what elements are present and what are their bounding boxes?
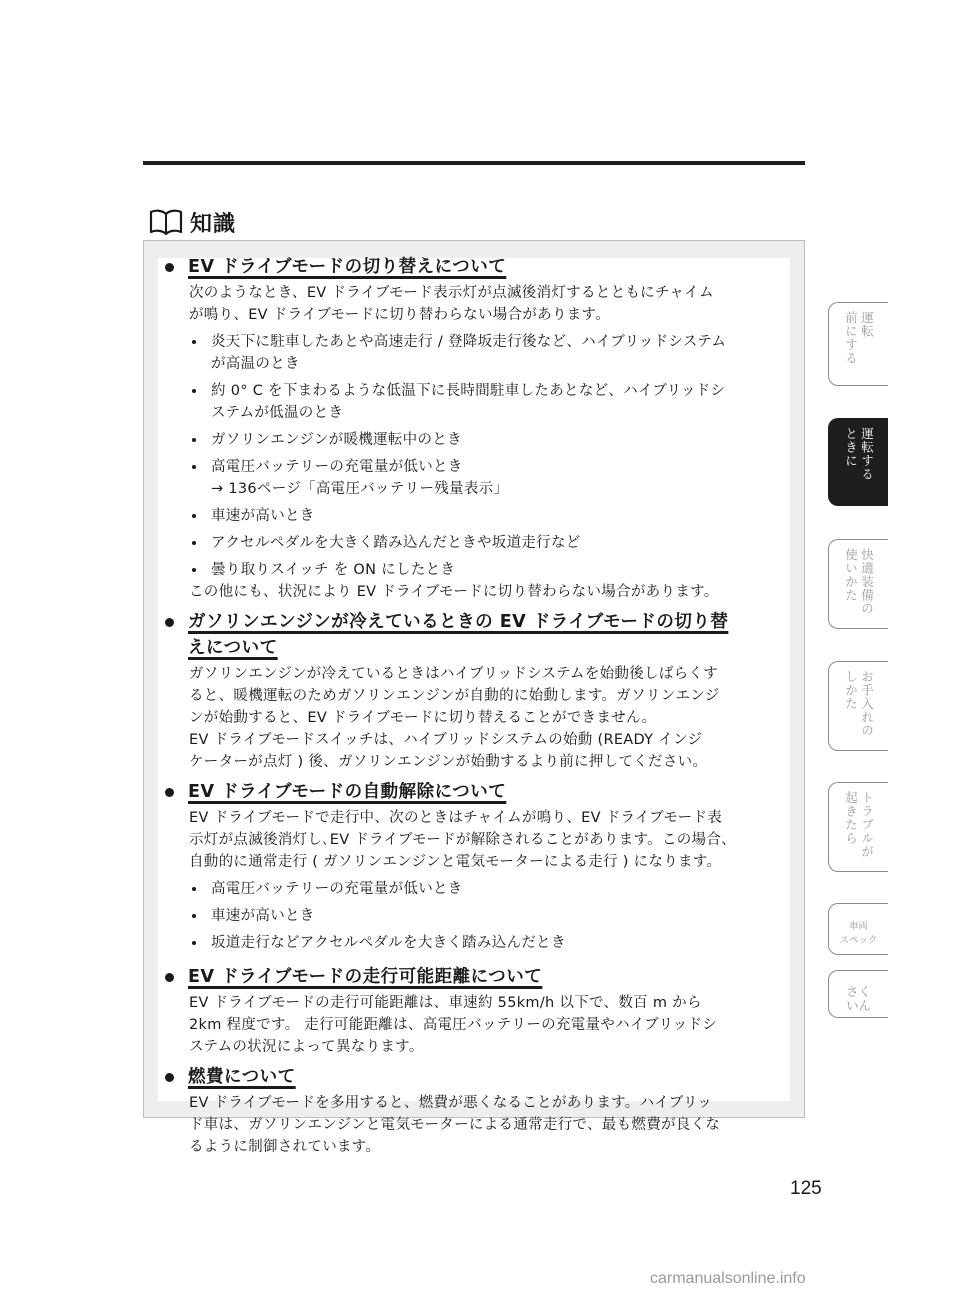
section-ev-mode-switching [163,254,794,603]
section-title: 燃費について [163,1064,794,1090]
book-icon [148,208,184,236]
bullet-dot [165,1073,174,1082]
page-reference: → 136ページ「高電圧バッテリー残量表示」 [211,481,509,497]
list-item: 車速が高いとき [163,505,794,527]
page-number: 125 [790,1178,822,1199]
list-item: 高電圧バッテリーの充電量が低いとき → 136ページ「高電圧バッテリー残量表示」 [163,456,794,500]
tab-vehicle-specs[interactable]: 車両 スペック [828,903,888,955]
tab-before-driving[interactable]: 運転 前にする [828,302,888,386]
tab-maintenance[interactable]: お手入れの しかた [828,661,888,751]
bullet-dot [165,788,174,797]
section-intro: EV ドライブモードを多用すると、燃費が悪くなることがあります。ハイブリッ ド車は、ガソリンエンジンと電気モーターによる通常走行で、最も燃費が良くな るように制御されています。 [189,1095,721,1155]
section-auto-cancel [163,779,794,954]
watermark: carmanualsonline.info [650,1270,806,1287]
section-intro: 次のようなとき、EV ドライブモード表示灯が点滅後消灯するとともにチャイム が鳴り、EV ドライブモードに切り替わらない場合があります。 [189,285,714,323]
section-title: EV ドライブモードの走行可能距離について [163,964,794,990]
panel-content [163,254,794,1164]
knowledge-heading [148,206,236,238]
section-range [163,964,794,1058]
section-outro: この他にも、状況により EV ドライブモードに切り替わらない場合があります。 [189,584,719,600]
list-item: 高電圧バッテリーの充電量が低いとき [163,878,794,900]
tab-while-driving[interactable]: 運転する ときに [828,418,888,506]
section-fuel-economy [163,1064,794,1158]
tab-index[interactable]: さく いん [828,970,888,1018]
list-item: 坂道走行などアクセルペダルを大きく踏み込んだとき [163,932,794,954]
list-item: 車速が高いとき [163,905,794,927]
section-cold-engine [163,609,794,773]
list-item: 炎天下に駐車したあとや高速走行 / 登降坂走行後など、ハイブリッドシステム が高温のとき [163,331,794,375]
tab-comfort-equipment[interactable]: 快適装備の 使いかた [828,539,888,629]
list-item: 曇り取りスイッチ を ON にしたとき [163,559,794,581]
tab-troubleshooting[interactable]: トラブルが 起きたら [828,782,888,872]
section-intro: EV ドライブモードの走行可能距離は、車速約 55km/h 以下で、数百 m から 2km 程度です。 走行可能距離は、高電圧バッテリーの充電量やハイブリッドシ ステムの状況によって異なります。 [189,995,718,1055]
bullet-dot [165,618,174,627]
section-title: EV ドライブモードの自動解除について [163,779,794,805]
list-item: ガソリンエンジンが暖機運転中のとき [163,429,794,451]
section-intro: ガソリンエンジンが冷えているときはハイブリッドシステムを始動後しばらくす ると、暖機運転のためガソリンエンジンが自動的に始動します。ガソリンエンジ ンが始動すると、EV ドライブモードに切り替えることができません。 EV ドライブモードスイッチは、ハイブリッドシステムの始動 (READY インジ ケーターが点灯 ) 後、ガソリンエンジンが始動するより前に押してください。 [189,666,720,770]
section-intro: EV ドライブモードで走行中、次のときはチャイムが鳴り、EV ドライブモード表 示灯が点滅後消灯し､EV ドライブモードが解除されることがあります。この場合、 自動的に通常走行 ( ガソリンエンジンと電気モーターによる走行 ) になります。 [189,810,736,870]
list-item: 約 0° C を下まわるような低温下に長時間駐車したあとなど、ハイブリッドシ ステムが低温のとき [163,380,794,424]
section-title: ガソリンエンジンが冷えているときの EV ドライブモードの切り替 えについて [163,609,794,661]
bullet-dot [165,263,174,272]
section-title: EV ドライブモードの切り替えについて [163,254,794,280]
bullet-dot [165,973,174,982]
heading-title: 知識 [190,211,237,237]
top-rule [143,161,805,165]
list-item: アクセルペダルを大きく踏み込んだときや坂道走行など [163,532,794,554]
